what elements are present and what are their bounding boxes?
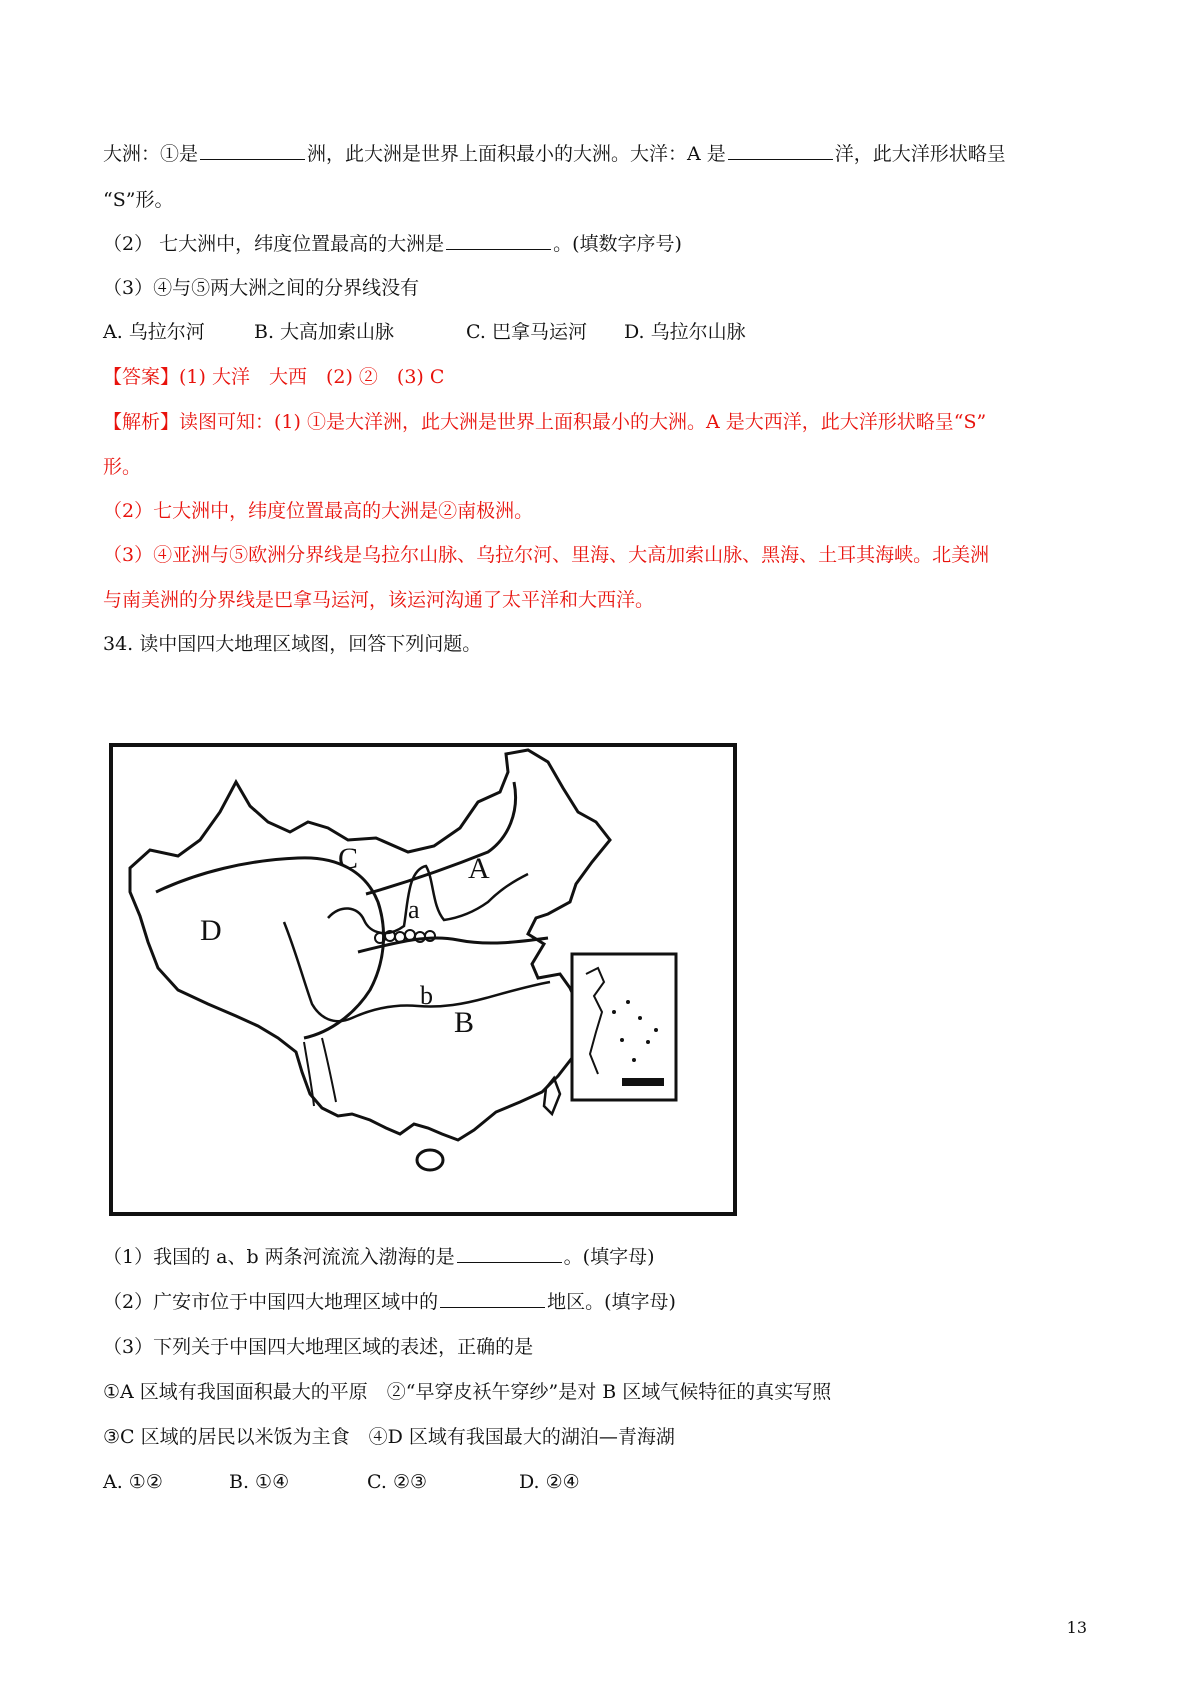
q33-line1-part1: 大洲：①是 xyxy=(103,143,199,165)
analysis-label: 【解析】 xyxy=(103,411,180,433)
map-label-b: b xyxy=(420,981,433,1010)
q33-analysis-line4: （3）④亚洲与⑤欧洲分界线是乌拉尔山脉、乌拉尔河、里海、大高加索山脉、黑海、土耳其海峡。北美洲 xyxy=(103,544,990,566)
q34-statement2: ③C 区域的居民以米饭为主食 ④D 区域有我国最大的湖泊—青海湖 xyxy=(103,1426,675,1448)
q34-sub1 xyxy=(103,1243,655,1271)
map-label-B: B xyxy=(454,1006,475,1039)
q34-options xyxy=(103,1468,580,1496)
q33-options xyxy=(103,318,746,346)
blank-ocean[interactable] xyxy=(728,141,833,160)
q33-analysis-line5: 与南美洲的分界线是巴拿马运河，该运河沟通了太平洋和大西洋。 xyxy=(103,589,655,611)
q34-sub1-part1: （1）我国的 a、b 两条河流流入渤海的是 xyxy=(103,1246,455,1268)
blank-region[interactable] xyxy=(440,1289,545,1308)
map-label-A: A xyxy=(468,852,490,885)
q33-sub3: （3）④与⑤两大洲之间的分界线没有 xyxy=(103,277,420,299)
q34-option-d[interactable]: D. ②④ xyxy=(519,1471,580,1493)
q34-option-a[interactable]: A. ①② xyxy=(103,1471,163,1493)
map-label-C: C xyxy=(338,842,359,875)
q34-sub2 xyxy=(103,1288,676,1316)
map-label-D: D xyxy=(200,914,222,947)
q33-option-b[interactable]: B. 大高加索山脉 xyxy=(254,321,395,343)
q33-analysis-line1 xyxy=(103,408,986,436)
q34-sub2-part1: （2）广安市位于中国四大地理区域中的 xyxy=(103,1291,439,1313)
page-number: 13 xyxy=(1066,1618,1087,1637)
map-label-a: a xyxy=(408,895,420,924)
q34-title: 34. 读中国四大地理区域图，回答下列问题。 xyxy=(103,633,482,655)
analysis-text-1: 读图可知：(1) ①是大洋洲，此大洲是世界上面积最小的大洲。A 是大西洋，此大洋形状略呈“S” xyxy=(179,411,987,433)
q34-sub2-part2: 地区。(填字母) xyxy=(547,1291,676,1313)
q33-option-a[interactable]: A. 乌拉尔河 xyxy=(103,321,205,343)
q34-option-b[interactable]: B. ①④ xyxy=(229,1471,290,1493)
china-regions-map-svg xyxy=(108,742,738,1217)
q33-answer xyxy=(103,363,444,391)
blank-continent[interactable] xyxy=(200,141,305,160)
q33-line2: “S”形。 xyxy=(103,189,174,211)
q33-line1-part2: 洲，此大洲是世界上面积最小的大洲。大洋：A 是 xyxy=(307,143,726,165)
q33-analysis-line3: （2）七大洲中，纬度位置最高的大洲是②南极洲。 xyxy=(103,500,534,522)
q34-sub1-part2: 。(填字母) xyxy=(563,1246,655,1268)
q33-analysis-line2: 形。 xyxy=(103,456,142,478)
q34-sub3: （3）下列关于中国四大地理区域的表述，正确的是 xyxy=(103,1336,534,1358)
q33-option-d[interactable]: D. 乌拉尔山脉 xyxy=(624,321,746,343)
china-regions-map xyxy=(108,742,738,1217)
q33-sub2 xyxy=(103,230,682,258)
blank-highest-latitude[interactable] xyxy=(446,231,551,250)
blank-river[interactable] xyxy=(457,1244,562,1263)
q33-line1-part3: 洋，此大洋形状略呈 xyxy=(834,143,1006,165)
q33-line1 xyxy=(103,140,1006,168)
inset-scale-bar xyxy=(622,1078,664,1086)
q34-statement1: ①A 区域有我国面积最大的平原 ②“早穿皮袄午穿纱”是对 B 区域气候特征的真实写照 xyxy=(103,1381,832,1403)
q33-option-c[interactable]: C. 巴拿马运河 xyxy=(466,321,587,343)
answer-text: (1) 大洋 大西 (2) ② (3) C xyxy=(179,366,445,388)
q33-sub2-part1: （2） 七大洲中，纬度位置最高的大洲是 xyxy=(103,233,445,255)
q34-option-c[interactable]: C. ②③ xyxy=(367,1471,428,1493)
answer-label: 【答案】 xyxy=(103,366,180,388)
q33-sub2-part2: 。(填数字序号) xyxy=(553,233,682,255)
